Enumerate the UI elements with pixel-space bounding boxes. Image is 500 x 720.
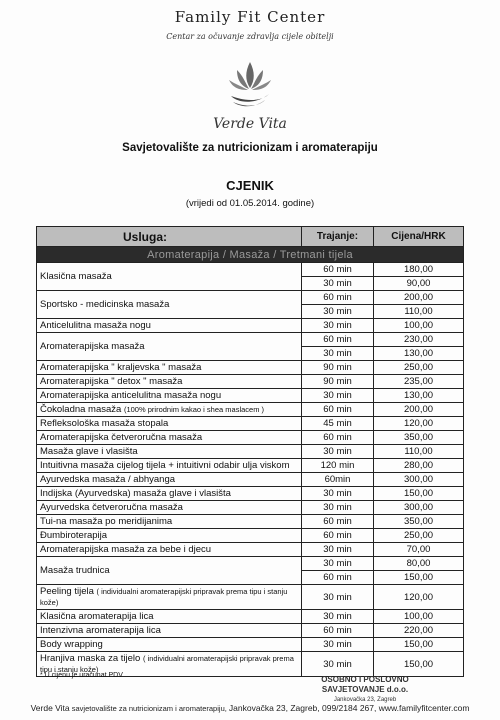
table-row <box>37 529 464 543</box>
service-name: Hranjiva maska za tijelo ( individualni aromaterapijski pripravak prema tipu i stanju kože) <box>37 652 302 677</box>
service-price: 180,00 <box>374 263 464 277</box>
service-price: 80,00 <box>374 557 464 571</box>
header-price: Cijena/HRK <box>374 227 464 247</box>
service-duration: 30 min <box>302 501 374 515</box>
service-note: (100% prirodnim kakao i shea maslacem ) <box>123 405 265 414</box>
table-row <box>37 557 464 571</box>
service-duration: 30 min <box>302 557 374 571</box>
table-row <box>37 375 464 389</box>
table-row <box>37 403 464 417</box>
verde-vita-logo-name: Verde Vita <box>213 116 287 132</box>
service-duration: 60 min <box>302 571 374 585</box>
service-price: 300,00 <box>374 473 464 487</box>
price-table <box>36 226 464 677</box>
service-name: Peeling tijela ( individualni aromaterapijski pripravak prema tipu i stanju kože) <box>37 585 302 610</box>
service-price: 280,00 <box>374 459 464 473</box>
table-row <box>37 610 464 624</box>
service-name: Ayurvedska masaža / abhyanga <box>37 473 302 487</box>
subtitle: Savjetovalište za nutricionizam i aromaterapiju <box>122 142 378 154</box>
service-name: Ayurvedska četveroručna masaža <box>37 501 302 515</box>
footer <box>0 703 500 713</box>
service-price: 90,00 <box>374 277 464 291</box>
lotus-hand-logo-icon <box>225 58 275 113</box>
table-row <box>37 487 464 501</box>
table-row <box>37 638 464 652</box>
service-duration: 90 min <box>302 361 374 375</box>
service-duration: 30 min <box>302 487 374 501</box>
service-price: 300,00 <box>374 501 464 515</box>
service-name: Aromaterapijska masaža za bebe i djecu <box>37 543 302 557</box>
service-price: 150,00 <box>374 652 464 677</box>
table-body <box>37 247 464 677</box>
service-name: Refleksološka masaža stopala <box>37 417 302 431</box>
service-duration: 30 min <box>302 543 374 557</box>
brand-title: Family Fit Center <box>174 8 326 26</box>
table-row <box>37 445 464 459</box>
service-price: 150,00 <box>374 571 464 585</box>
service-duration: 30 min <box>302 638 374 652</box>
service-name: Klasična aromaterapija lica <box>37 610 302 624</box>
table-row <box>37 417 464 431</box>
section-title: Aromaterapija / Masaža / Tretmani tijela <box>37 247 464 263</box>
service-duration: 60 min <box>302 291 374 305</box>
table-row <box>37 389 464 403</box>
service-price: 200,00 <box>374 403 464 417</box>
service-price: 150,00 <box>374 638 464 652</box>
service-name: Intuitivna masaža cijelog tijela + intuitivni odabir ulja viskom <box>37 459 302 473</box>
stamp-line-2: SAVJETOVANJE d.o.o. <box>321 685 409 694</box>
footer-address: Jankovačka 23, Zagreb, 099/2184 267, www.familyfitcenter.com <box>228 703 470 713</box>
service-price: 250,00 <box>374 529 464 543</box>
service-note: ( individualni aromaterapijski pripravak prema tipu i stanju kože) <box>40 587 288 607</box>
service-duration: 30 min <box>302 389 374 403</box>
footer-name: Verde Vita <box>30 703 70 713</box>
table-row <box>37 459 464 473</box>
stamp-line-1: OSOBNO I POSLOVNO <box>321 675 409 684</box>
service-name: Tui-na masaža po meridijanima <box>37 515 302 529</box>
table-row <box>37 543 464 557</box>
stamp-address: Jankovačka 23, Zagreb <box>333 697 397 703</box>
service-price: 130,00 <box>374 347 464 361</box>
service-name: Aromaterapijska masaža <box>37 333 302 361</box>
service-price: 150,00 <box>374 487 464 501</box>
service-name: Masaža glave i vlasišta <box>37 445 302 459</box>
service-price: 130,00 <box>374 389 464 403</box>
table-row <box>37 263 464 277</box>
service-duration: 60 min <box>302 333 374 347</box>
service-name: Masaža trudnica <box>37 557 302 585</box>
service-duration: 120 min <box>302 459 374 473</box>
table-row <box>37 361 464 375</box>
service-name: Indijska (Ayurvedska) masaža glave i vlasišta <box>37 487 302 501</box>
table-row <box>37 319 464 333</box>
service-price: 100,00 <box>374 610 464 624</box>
service-name: Anticelulitna masaža nogu <box>37 319 302 333</box>
service-name: Klasična masaža <box>37 263 302 291</box>
service-price: 350,00 <box>374 431 464 445</box>
service-duration: 60 min <box>302 431 374 445</box>
table-row <box>37 333 464 347</box>
service-name: Aromaterapijska " kraljevska " masaža <box>37 361 302 375</box>
section-row <box>37 247 464 263</box>
service-duration: 60min <box>302 473 374 487</box>
service-price: 235,00 <box>374 375 464 389</box>
service-price: 110,00 <box>374 445 464 459</box>
service-duration: 30 min <box>302 652 374 677</box>
page-title: CJENIK <box>226 178 274 193</box>
service-duration: 90 min <box>302 375 374 389</box>
service-name: Sportsko - medicinska masaža <box>37 291 302 319</box>
service-duration: 30 min <box>302 347 374 361</box>
service-duration: 60 min <box>302 263 374 277</box>
table-row <box>37 431 464 445</box>
table-row <box>37 624 464 638</box>
service-price: 110,00 <box>374 305 464 319</box>
service-price: 250,00 <box>374 361 464 375</box>
service-price: 120,00 <box>374 417 464 431</box>
service-price: 200,00 <box>374 291 464 305</box>
service-name: Aromaterapijska anticelulitna masaža nogu <box>37 389 302 403</box>
service-duration: 60 min <box>302 515 374 529</box>
service-duration: 60 min <box>302 624 374 638</box>
service-name: Đumbiroterapija <box>37 529 302 543</box>
service-duration: 60 min <box>302 403 374 417</box>
service-name: Aromaterapijska " detox " masaža <box>37 375 302 389</box>
service-price: 230,00 <box>374 333 464 347</box>
service-duration: 30 min <box>302 610 374 624</box>
vat-note: * U cijenu je uračunat PDV <box>40 672 123 679</box>
service-duration: 60 min <box>302 529 374 543</box>
table-header-row <box>37 227 464 247</box>
footer-desc: savjetovalište za nutricionizam i aromaterapiju, <box>71 704 227 713</box>
service-price: 220,00 <box>374 624 464 638</box>
service-name: Čokoladna masaža (100% prirodnim kakao i shea maslacem ) <box>37 403 302 417</box>
table-row <box>37 585 464 610</box>
table-row <box>37 473 464 487</box>
table-row <box>37 291 464 305</box>
table-row <box>37 515 464 529</box>
service-price: 70,00 <box>374 543 464 557</box>
service-name: Body wrapping <box>37 638 302 652</box>
service-duration: 30 min <box>302 277 374 291</box>
company-stamp <box>310 675 420 705</box>
service-price: 100,00 <box>374 319 464 333</box>
service-note: ( individualni aromaterapijski pripravak prema tipu i stanju kože) <box>40 654 294 674</box>
service-duration: 30 min <box>302 319 374 333</box>
service-duration: 30 min <box>302 305 374 319</box>
table-row <box>37 501 464 515</box>
service-price: 120,00 <box>374 585 464 610</box>
header-duration: Trajanje: <box>302 227 374 247</box>
service-price: 350,00 <box>374 515 464 529</box>
service-name: Aromaterapijska četveroručna masaža <box>37 431 302 445</box>
valid-from: (vrijedi od 01.05.2014. godine) <box>185 198 315 209</box>
brand-tagline: Centar za očuvanje zdravlja cijele obitelji <box>166 32 334 41</box>
service-duration: 45 min <box>302 417 374 431</box>
service-name: Intenzivna aromaterapija lica <box>37 624 302 638</box>
service-duration: 30 min <box>302 585 374 610</box>
header-service: Usluga: <box>37 227 302 247</box>
service-duration: 30 min <box>302 445 374 459</box>
